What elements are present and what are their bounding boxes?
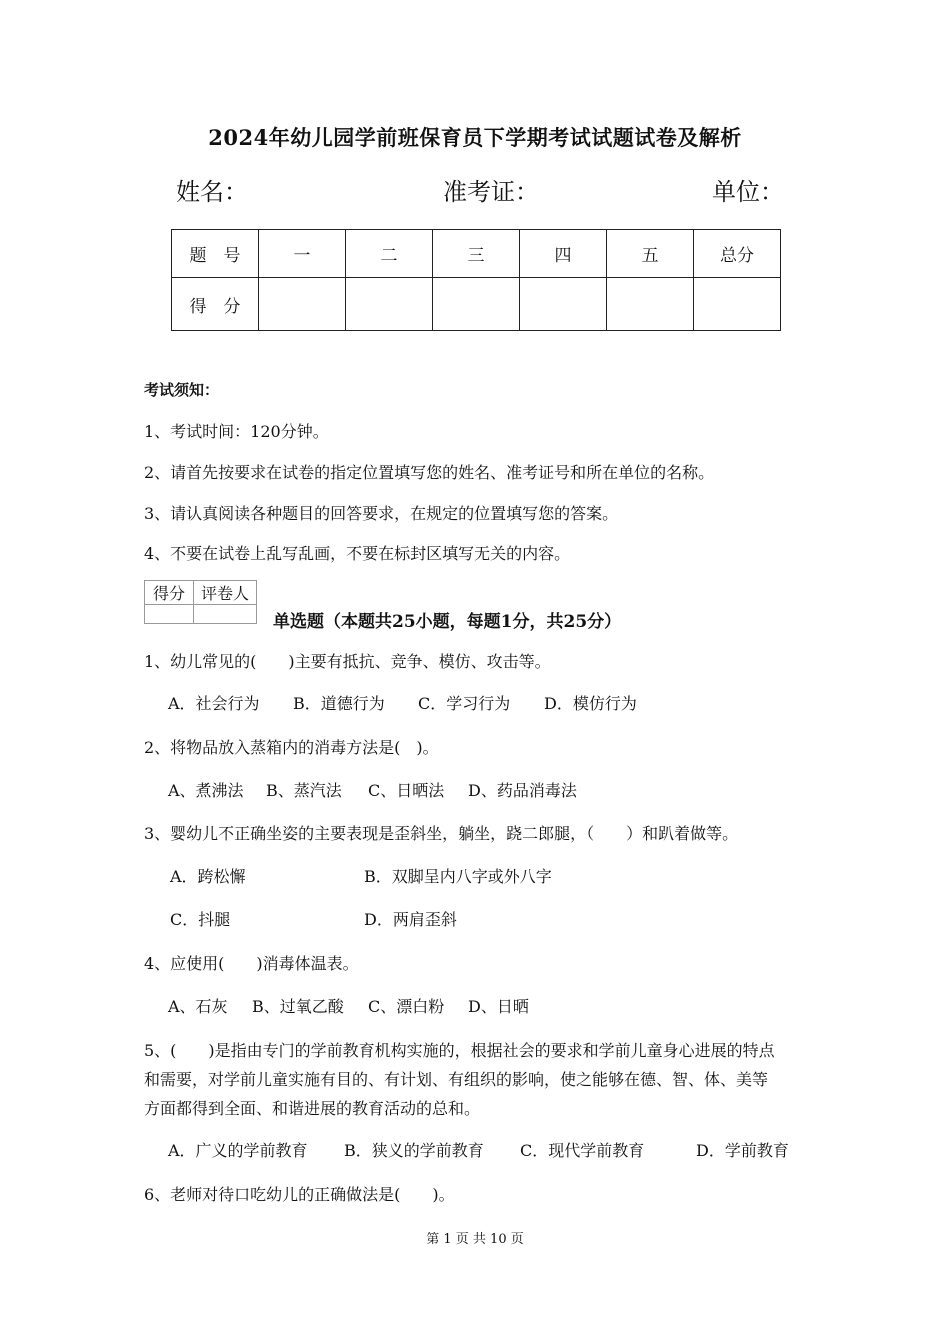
question-option: D．模仿行为 [544,694,637,713]
unit-field-label: 单位： [712,178,784,206]
question-option: D、日晒 [468,997,529,1016]
score-blank-cell [607,278,694,331]
question-option: C、漂白粉 [368,997,445,1016]
score-table-cell: 题 号 [172,230,259,278]
grader-box [144,580,257,624]
question-stem: 6、老师对待口吃幼儿的正确做法是( )。 [144,1185,455,1204]
question-option: C、日晒法 [368,781,445,800]
question-option: B、过氧乙酸 [252,997,344,1016]
score-blank-cell [520,278,607,331]
question-option: B．狭义的学前教育 [344,1141,484,1160]
score-table-cell: 五 [607,230,694,278]
score-table-header-row [172,230,781,278]
question-option: A．广义的学前教育 [168,1141,308,1160]
score-table-cell: 总分 [694,230,781,278]
question-stem-line: 和需要，对学前儿童实施有目的、有计划、有组织的影响，使之能够在德、智、体、美等 [144,1070,769,1089]
question-option: D．两肩歪斜 [364,910,457,929]
question-option: A、石灰 [168,997,228,1016]
score-table-cell: 二 [346,230,433,278]
page-title: 2024年幼儿园学前班保育员下学期考试试题试卷及解析 [208,125,742,150]
page-footer: 第 1 页 共 10 页 [426,1232,524,1247]
question-stem: 1、幼儿常见的( )主要有抵抗、竞争、模仿、攻击等。 [144,652,551,671]
notice-heading: 考试须知： [144,381,220,399]
exam-id-field-label: 准考证： [443,178,539,206]
question-stem: 3、婴幼儿不正确坐姿的主要表现是歪斜坐，躺坐，跷二郎腿，（ ）和趴着做等。 [144,824,739,843]
notice-item: 1、考试时间：120分钟。 [144,422,329,441]
question-option: B．道德行为 [293,694,385,713]
score-blank-cell [259,278,346,331]
grader-box-blank [145,605,194,624]
section-title: 单选题（本题共25小题，每题1分，共25分） [273,612,622,632]
question-option: A．跨松懈 [170,867,246,886]
question-option: A、煮沸法 [168,781,244,800]
score-blank-cell [346,278,433,331]
grader-box-grader-label: 评卷人 [194,581,257,605]
notice-item: 4、不要在试卷上乱写乱画，不要在标封区填写无关的内容。 [144,544,571,563]
score-blank-cell [433,278,520,331]
score-table-score-row [172,278,781,331]
score-table-cell: 得 分 [172,278,259,331]
notice-item: 2、请首先按要求在试卷的指定位置填写您的姓名、准考证号和所在单位的名称。 [144,463,715,482]
question-stem-line: 5、( )是指由专门的学前教育机构实施的，根据社会的要求和学前儿童身心进展的特点 [144,1041,775,1060]
score-blank-cell [694,278,781,331]
question-option: D．学前教育 [696,1141,789,1160]
question-stem-line: 方面都得到全面、和谐进展的教育活动的总和。 [144,1099,481,1118]
score-table [171,229,781,331]
question-option: C．学习行为 [418,694,511,713]
name-field-label: 姓名： [176,178,248,206]
question-option: C．现代学前教育 [520,1141,645,1160]
score-table-cell: 一 [259,230,346,278]
grader-box-score-label: 得分 [145,581,194,605]
question-option: D、药品消毒法 [468,781,577,800]
grader-box-blank [194,605,257,624]
score-table-cell: 三 [433,230,520,278]
question-option: B．双脚呈内八字或外八字 [364,867,552,886]
notice-item: 3、请认真阅读各种题目的回答要求，在规定的位置填写您的答案。 [144,504,619,523]
score-table-cell: 四 [520,230,607,278]
question-stem: 2、将物品放入蒸箱内的消毒方法是( )。 [144,738,439,757]
question-stem: 4、应使用( )消毒体温表。 [144,954,359,973]
question-option: C．抖腿 [170,910,231,929]
question-option: B、蒸汽法 [266,781,342,800]
question-option: A．社会行为 [168,694,260,713]
